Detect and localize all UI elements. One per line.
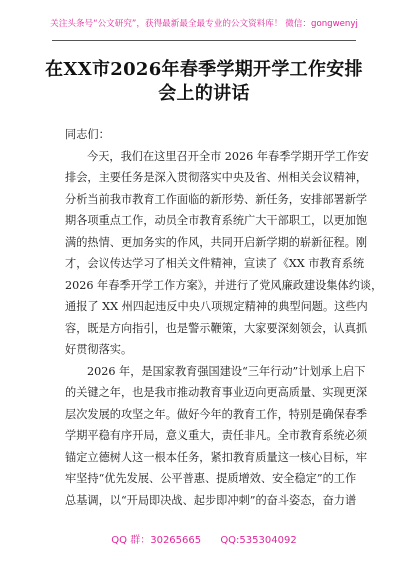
paragraph-1-line-6: 才，会议传达学习了相关文件精神，宣读了《XX 市教育系统 [65,257,365,270]
paragraph-1-line-8: 通报了 XX 州四起违反中央八项规定精神的典型问题。这些内 [65,300,368,313]
paragraph-1-line-10: 好贯彻落实。 [65,343,133,356]
paragraph-2-line-4: 学期平稳有序开局，意义重大，责任非凡。全市教育系统必须 [65,429,368,442]
document-title [40,58,368,106]
paragraph-1-line-5: 满的热情、更加务实的作风，共同开启新学期的崭新征程。刚 [65,235,368,249]
header-banner: 关注头条号“公文研究”，获得最新最全最专业的公文资料库！ 微信：gongwenyj [50,19,358,29]
title-line-1: 在XX市2026年春季学期开学工作安排 [45,59,363,80]
paragraph-1-line-9: 容，既是方向指引，也是警示鞭策，大家要深刻领会，认真抓 [65,321,368,335]
paragraph-1-line-4: 期各项重点工作，动员全市教育系统广大干部职工，以更加饱 [65,214,368,227]
paragraph-2-line-6: 牢坚持“优先发展、公平普惠、提质增效、安全稳定”的工作 [65,472,357,485]
title-line-2: 会上的讲话 [158,83,250,104]
footer-contact [0,534,408,548]
paragraph-2-line-5: 锚定立德树人这一根本任务，紧扣教育质量这一核心目标，牢 [65,450,368,464]
salutation: 同志们： [65,128,110,141]
header-divider [52,40,356,41]
paragraph-2-line-2: 的关键之年，也是我市推动教育事业迈向更高质量、实现更深 [65,386,368,399]
footer-qq-group: QQ 群：30265665 [111,535,202,546]
paragraph-1-line-1: 今天，我们在这里召开全市 2026 年春季学期开学工作安 [87,149,369,163]
paragraph-1-line-7: 2026 年春季开学工作方案》，并进行了党风廉政建设集体约谈， [65,278,383,292]
paragraph-2-line-1: 2026 年，是国家教育强国建设“三年行动”计划承上启下 [87,364,366,378]
paragraph-1-line-2: 排会，主要任务是深入贯彻落实中央及省、州相关会议精神， [65,171,368,184]
paragraph-1-line-3: 分析当前我市教育工作面临的新形势、新任务，安排部署新学 [65,192,368,206]
document-body [65,124,383,511]
paragraph-2-line-3: 层次发展的攻坚之年。做好今年的教育工作，特别是确保春季 [65,407,368,421]
footer-qq-number: QQ:535304092 [220,535,297,546]
paragraph-2-line-7: 总基调，以“开局即决战、起步即冲刺”的奋斗姿态，奋力谱 [65,493,357,507]
